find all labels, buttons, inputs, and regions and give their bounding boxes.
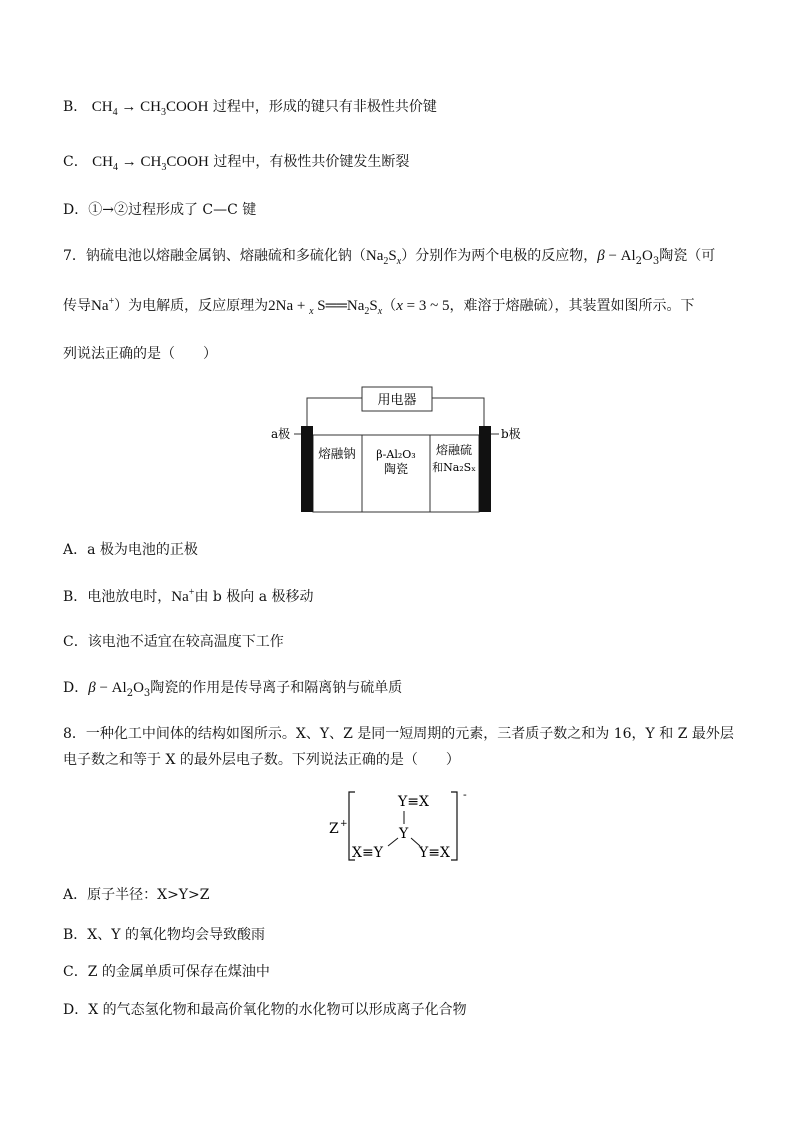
q7-stem-line2: 传导Na+）为电解质，反应原理为2Na + $_x$ $S══Na_2S_x(x = 3$ ~ 5，难溶于熔融硫），其装置如图所示。下	[63, 296, 695, 317]
q7-option-a: A．a 极为电池的正极	[63, 542, 198, 558]
electrode-a	[301, 426, 313, 512]
q7-stem-line1: 7．钠硫电池以熔融金属钠、熔融硫和多硫化钠$(Na_2S_x)$分别作为两个电极的反应物，$\beta - Al_2O_3$陶瓷（可	[63, 248, 716, 267]
electrode-b	[479, 426, 491, 512]
q8-option-a: A．原子半径：X>Y>Z	[63, 887, 210, 903]
q8-option-c: C．Z 的金属单质可保存在煤油中	[63, 964, 270, 980]
center-y: Y	[399, 826, 409, 842]
ceramic-label-line1: β-Al₂O₃	[376, 448, 416, 461]
bond-left	[388, 838, 398, 846]
q8-option-d: D．X 的气态氢化物和最高价氧化物的水化物可以形成离子化合物	[63, 1002, 467, 1018]
option-text: 过程中，形成的键只有非极性共价键	[212, 99, 437, 115]
q6-option-d: D．①→②过程形成了 C—C 键	[63, 202, 257, 218]
q8-stem-line1: 8．一种化工中间体的结构如图所示。X、Y、Z 是同一短周期的元素，三者质子数之和为 16，Y 和 Z 最外层	[63, 726, 734, 742]
reaction-formula: $CH_4$ → $CH_3COOH$	[92, 154, 209, 173]
top-group: Y≡X	[398, 794, 429, 810]
anion-charge: -	[463, 788, 467, 801]
q7-option-c: C．该电池不适宜在较高温度下工作	[63, 634, 284, 650]
left-group: X≡Y	[352, 845, 383, 861]
option-text: 过程中，有极性共价键发生断裂	[213, 154, 410, 170]
right-group: Y≡X	[419, 845, 450, 861]
ionic-structure-diagram	[325, 786, 475, 866]
q8-stem-line2: 电子数之和等于 X 的最外层电子数。下列说法正确的是（ ）	[63, 752, 460, 768]
ceramic-label-line2: 陶瓷	[383, 462, 409, 476]
wire-left	[307, 398, 362, 428]
reaction-formula: $CH_4$ → $CH_3COOH$	[91, 99, 209, 118]
cation-z: Z	[329, 821, 339, 837]
cation-charge: +	[340, 819, 348, 829]
wire-right	[432, 398, 484, 428]
device-label: 用电器	[377, 393, 417, 408]
molten-sodium-label: 熔融钠	[318, 446, 356, 461]
q8-option-b: B．X、Y 的氧化物均会导致酸雨	[63, 927, 265, 943]
sodium-sulfur-battery-diagram	[270, 382, 530, 516]
q7-option-d: D．$\beta - Al_2O_3$陶瓷的作用是传导离子和隔离钠与硫单质	[63, 680, 403, 699]
q7-option-b: B．电池放电时，Na+由 b 极向 a 极移动	[63, 587, 314, 605]
molten-sulfur-label-line1: 熔融硫	[435, 443, 473, 457]
option-label: B．	[63, 99, 88, 115]
pole-a-label: a极	[271, 427, 291, 441]
q6-option-b	[63, 97, 437, 117]
pole-b-label: b极	[501, 427, 521, 441]
option-label: C．	[63, 154, 88, 170]
molten-sulfur-label-line2: 和Na₂Sₓ	[432, 461, 476, 474]
q6-option-c	[63, 152, 409, 172]
right-bracket	[451, 792, 457, 860]
q7-stem-line3: 列说法正确的是（ ）	[63, 346, 217, 362]
